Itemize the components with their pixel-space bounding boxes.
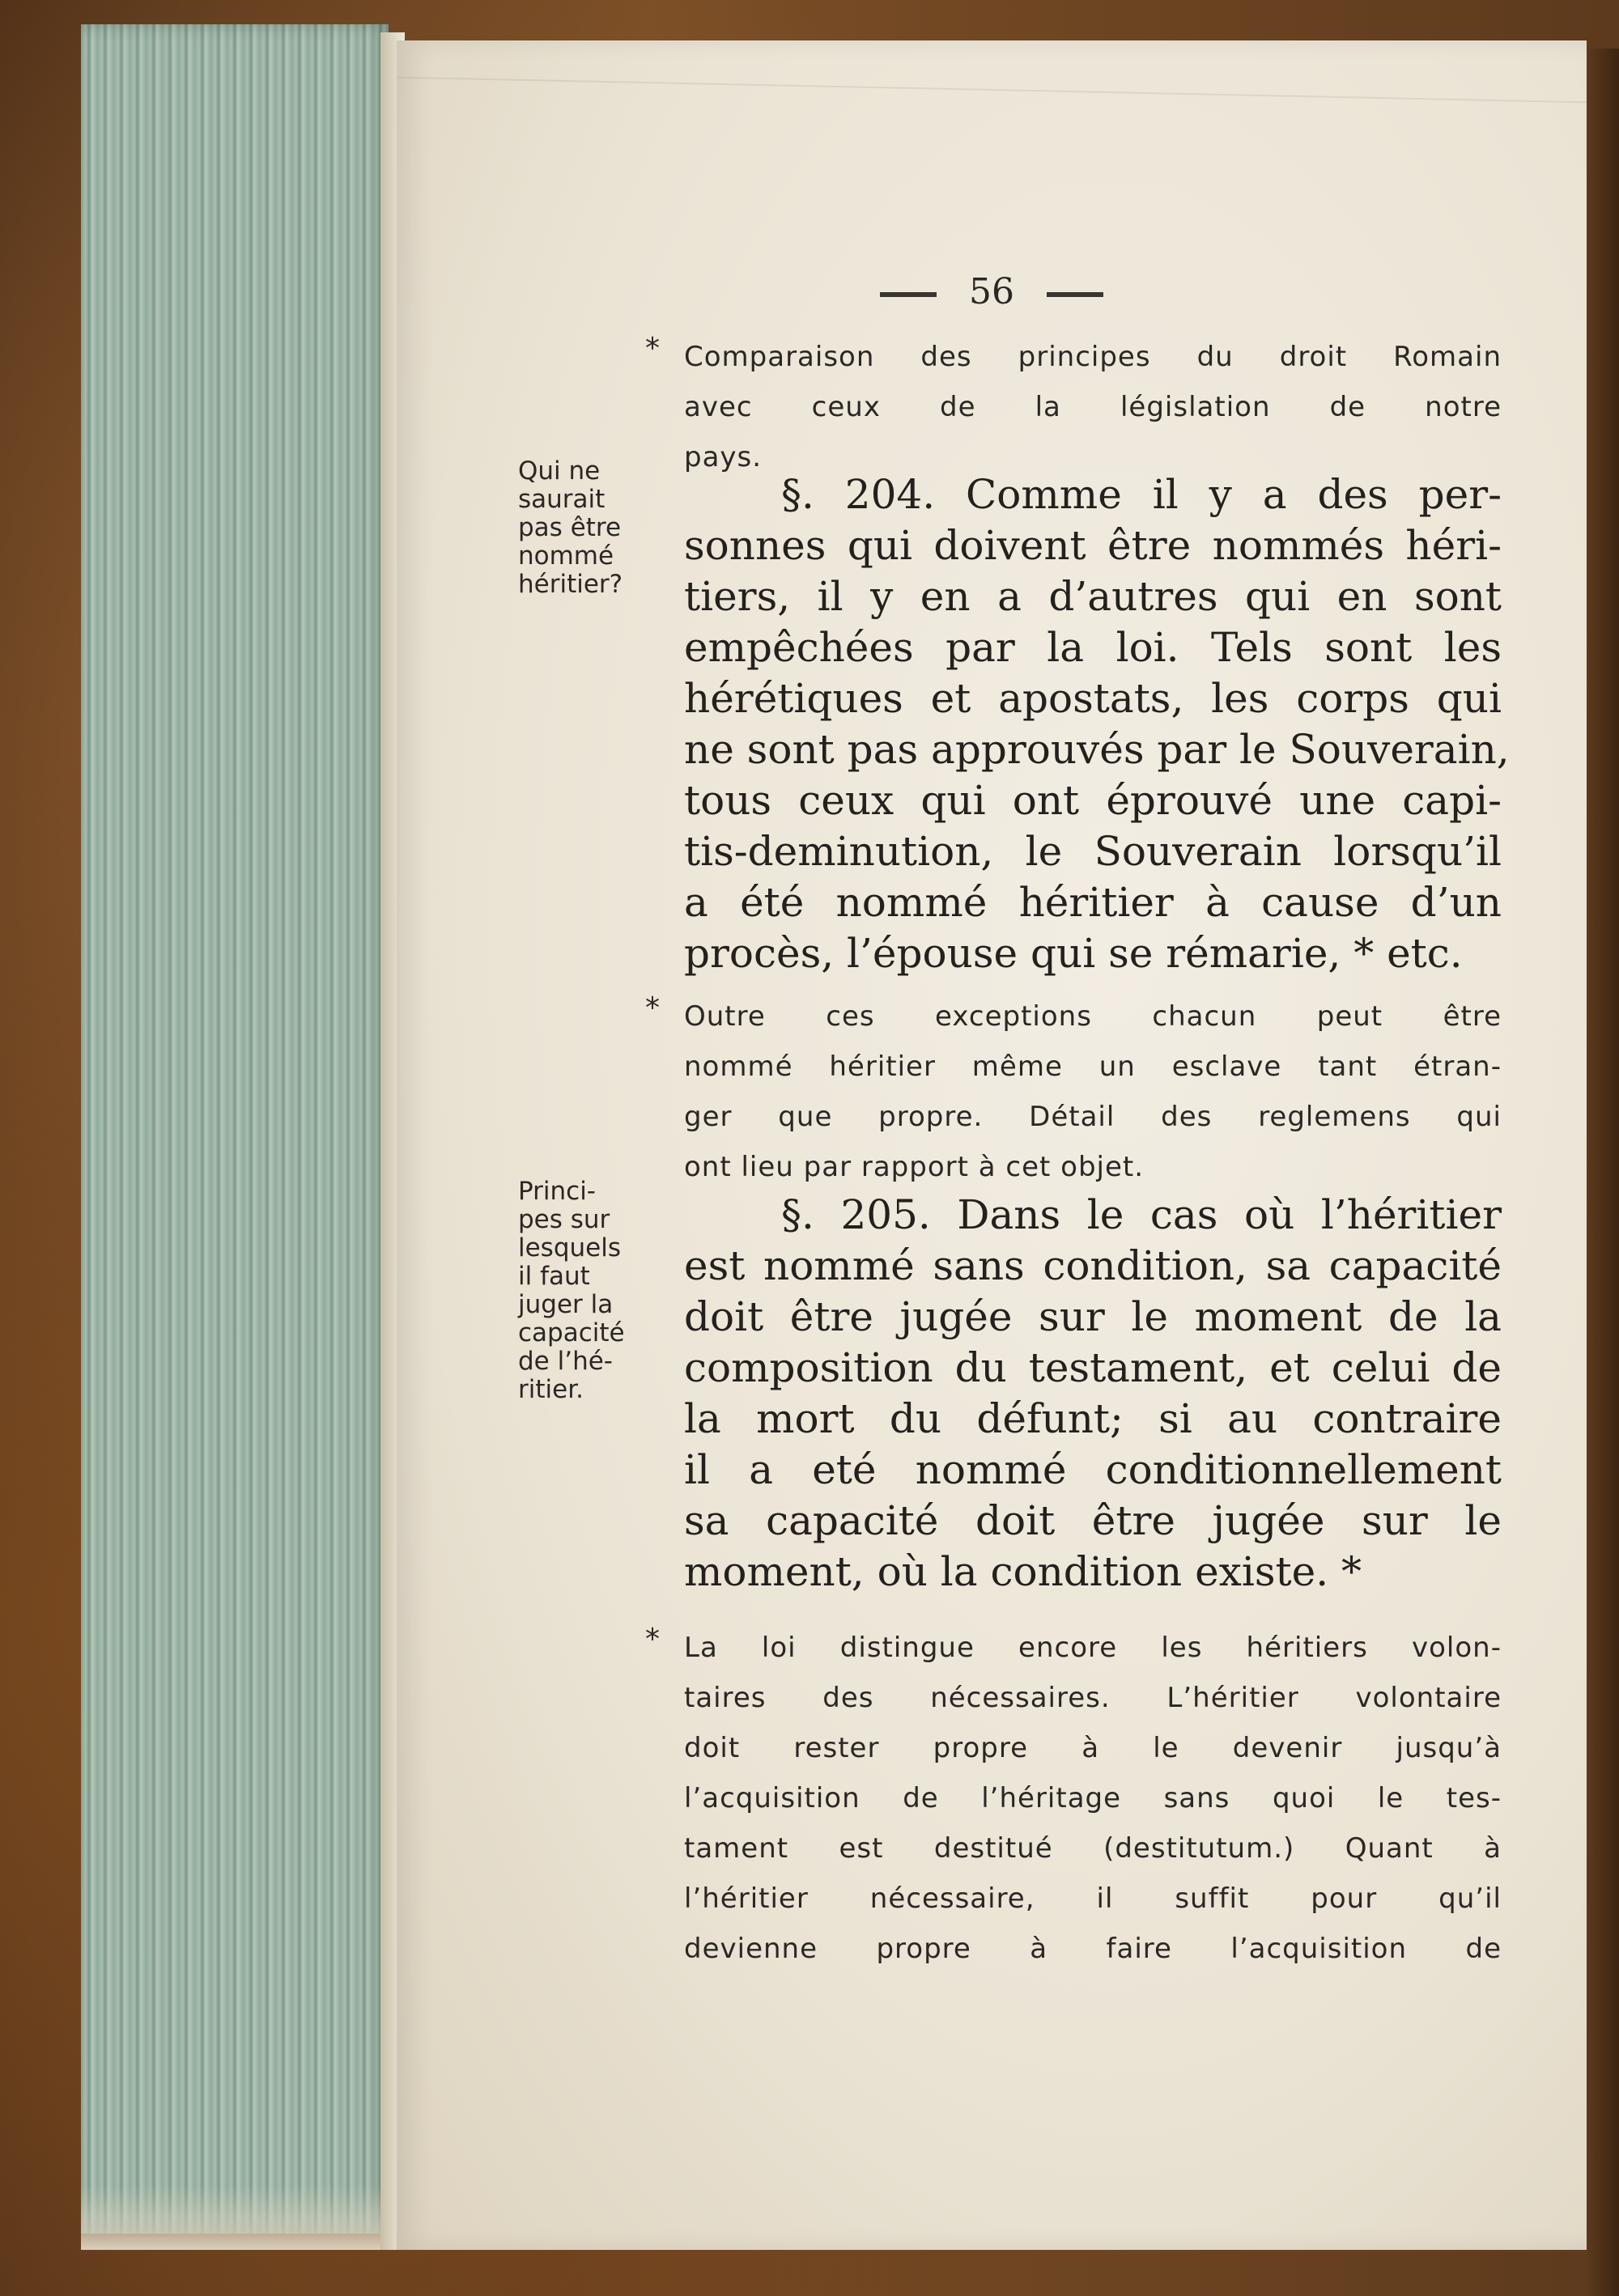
paragraph-line: composition du testament, et celui de — [684, 1344, 1502, 1391]
footnote-heritiers — [645, 1623, 1502, 1974]
paragraph-line: procès, l’épouse qui se rémarie, * etc. — [684, 930, 1463, 977]
paragraph-line: hérétiques et apostats, les corps qui — [684, 675, 1502, 722]
paragraph-line: tous ceux qui ont éprouvé une capi- — [684, 777, 1502, 824]
page-number: 56 — [969, 271, 1014, 312]
margin-note-line: pas être — [518, 513, 622, 542]
margin-note-line: de l’hé- — [518, 1347, 613, 1376]
footnote-star: * — [645, 991, 661, 1025]
footnote-line: ger que propre. Détail des reglemens qui — [684, 1101, 1502, 1133]
footnote-line: l’héritier nécessaire, il suffit pour qu’il — [684, 1882, 1502, 1915]
margin-note-line: capacité — [518, 1318, 625, 1347]
book-cover-right — [1587, 49, 1619, 2296]
margin-note-line: saurait — [518, 485, 606, 514]
footnote-line: ont lieu par rapport à cet objet. — [684, 1151, 1145, 1183]
margin-note-line: pes sur — [518, 1205, 610, 1234]
paragraph-line: sonnes qui doivent être nommés héri- — [684, 522, 1502, 569]
footnote-line: taires des nécessaires. L’héritier volontaire — [684, 1682, 1502, 1714]
paragraph-line: ne sont pas approuvés par le Souverain, — [684, 726, 1510, 773]
paragraph-line: il a eté nommé conditionnellement — [684, 1446, 1502, 1493]
footnote-line: pays. — [684, 441, 763, 473]
margin-note-line: Princi- — [518, 1177, 596, 1206]
footnote-line: Outre ces exceptions chacun peut être — [684, 1000, 1502, 1033]
header-rule-left — [880, 292, 937, 297]
paragraph-line: empêchées par la loi. Tels sont les — [684, 624, 1502, 671]
paragraph-line: §. 204. Comme il y a des per- — [781, 471, 1502, 518]
footnote-line: nommé héritier même un esclave tant étran- — [684, 1050, 1502, 1083]
paragraph-line: a été nommé héritier à cause d’un — [684, 879, 1502, 926]
book-page — [397, 40, 1587, 2250]
margin-note-principes — [518, 1178, 664, 1404]
paragraph-204 — [684, 469, 1510, 979]
margin-note-line: nommé — [518, 541, 614, 571]
footnote-line: Comparaison des principes du droit Romain — [684, 341, 1502, 373]
page-stack-bottom — [81, 2185, 389, 2250]
paragraph-line: moment, où la condition existe. * — [684, 1548, 1362, 1595]
margin-note-heritier — [518, 457, 664, 599]
footnote-exceptions — [645, 991, 1502, 1192]
footnote-line: avec ceux de la législation de notre — [684, 391, 1502, 423]
margin-note-line: ritier. — [518, 1375, 584, 1404]
footnote-line: doit rester propre à le devenir jusqu’à — [684, 1732, 1502, 1764]
paragraph-line: est nommé sans condition, sa capacité — [684, 1242, 1502, 1289]
footnote-comparaison — [645, 332, 1502, 482]
paragraph-205 — [684, 1190, 1502, 1598]
paper-crease — [396, 77, 1587, 168]
paragraph-line: la mort du défunt; si au contraire — [684, 1395, 1502, 1442]
margin-note-line: Qui ne — [518, 456, 601, 486]
paragraph-line: sa capacité doit être jugée sur le — [684, 1497, 1502, 1544]
margin-note-line: il faut — [518, 1262, 590, 1291]
paragraph-line: doit être jugée sur le moment de la — [684, 1293, 1502, 1340]
footnote-star: * — [645, 1623, 661, 1656]
footnote-line: devienne propre à faire l’acquisition de — [684, 1933, 1502, 1965]
page-stack-edges — [81, 24, 389, 2234]
paragraph-line: tiers, il y en a d’autres qui en sont — [684, 573, 1502, 620]
footnote-line: La loi distingue encore les héritiers volon- — [684, 1632, 1502, 1664]
margin-note-line: héritier? — [518, 570, 623, 599]
footnote-line: tament est destitué (destitutum.) Quant à — [684, 1832, 1502, 1865]
paragraph-line: tis-deminution, le Souverain lorsqu’il — [684, 828, 1502, 875]
page-header — [397, 271, 1587, 312]
footnote-line: l’acquisition de l’héritage sans quoi le tes- — [684, 1782, 1502, 1814]
margin-note-line: lesquels — [518, 1233, 621, 1263]
paragraph-line: §. 205. Dans le cas où l’héritier — [781, 1191, 1502, 1238]
footnote-star: * — [645, 332, 661, 365]
margin-note-line: juger la — [518, 1290, 614, 1319]
header-rule-right — [1047, 292, 1103, 297]
